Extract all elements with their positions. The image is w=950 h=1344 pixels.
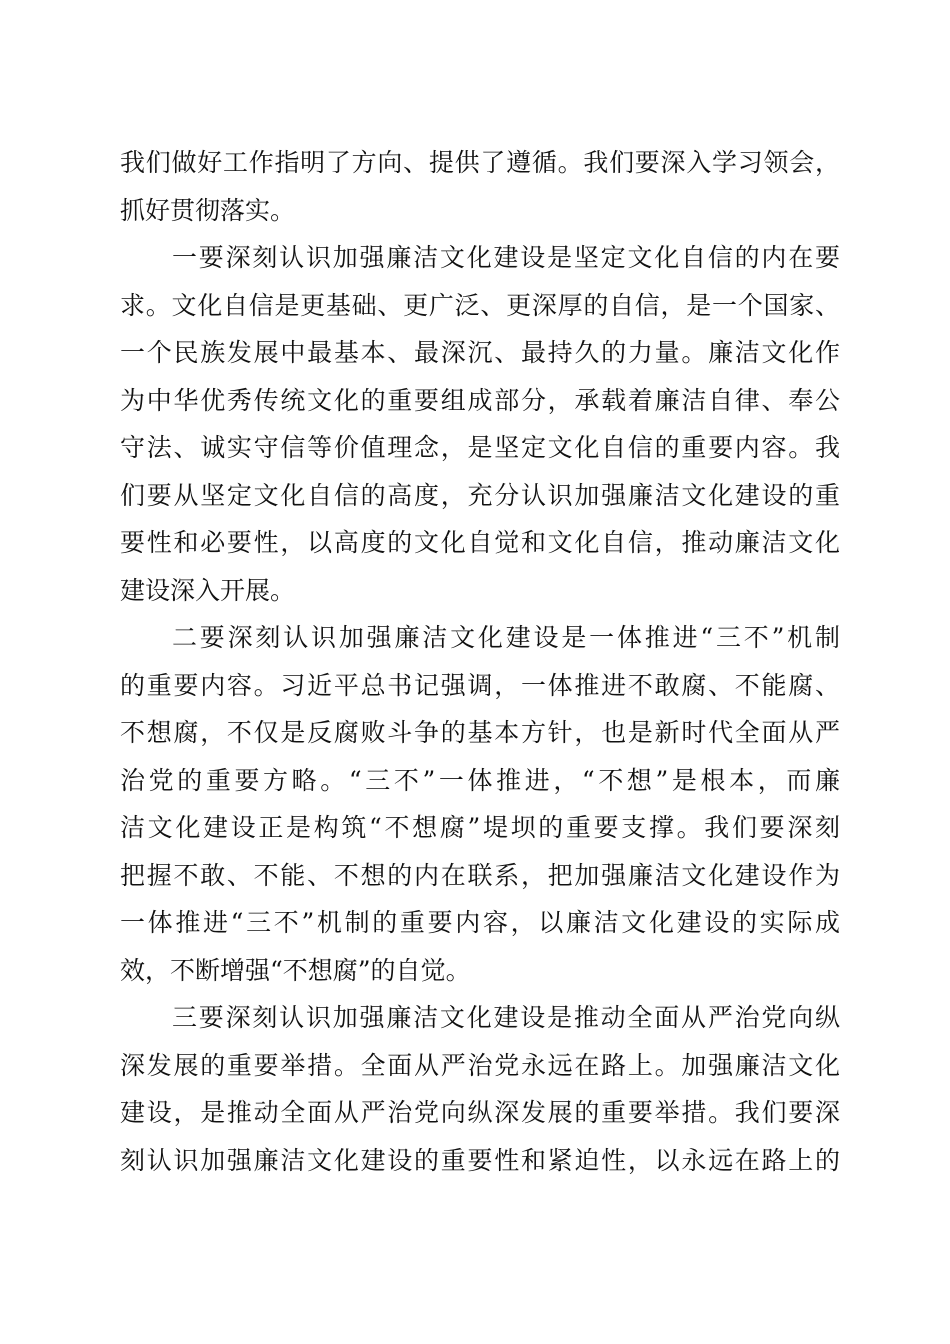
text-line: 刻认识加强廉洁文化建设的重要性和紧迫性，以永远在路上的 — [120, 1145, 840, 1175]
text-line: 求。文化自信是更基础、更广泛、更深厚的自信，是一个国家、 — [120, 290, 840, 320]
paragraph-first-line: 一要深刻认识加强廉洁文化建设是坚定文化自信的内在要 — [172, 243, 840, 272]
text-line: 治党的重要方略。“三不”一体推进，“不想”是根本，而廉 — [120, 765, 840, 795]
text-line: 把握不敢、不能、不想的内在联系，把加强廉洁文化建设作为 — [120, 860, 840, 890]
text-line: 深发展的重要举措。全面从严治党永远在路上。加强廉洁文化 — [120, 1050, 840, 1080]
text-line: 的重要内容。习近平总书记强调，一体推进不敢腐、不能腐、 — [120, 670, 840, 700]
text-line: 抓好贯彻落实。 — [120, 195, 296, 225]
text-line: 们要从坚定文化自信的高度，充分认识加强廉洁文化建设的重 — [120, 480, 840, 510]
text-line: 效，不断增强“不想腐”的自觉。 — [120, 955, 471, 985]
text-line: 不想腐，不仅是反腐败斗争的基本方针，也是新时代全面从严 — [120, 718, 840, 747]
text-line: 洁文化建设正是构筑“不想腐”堤坝的重要支撑。我们要深刻 — [120, 813, 840, 842]
paragraph-first-line: 三要深刻认识加强廉洁文化建设是推动全面从严治党向纵 — [172, 1003, 840, 1032]
text-line: 要性和必要性，以高度的文化自觉和文化自信，推动廉洁文化 — [120, 528, 840, 557]
text-line: 为中华优秀传统文化的重要组成部分，承载着廉洁自律、奉公 — [120, 385, 840, 415]
paragraph-first-line: 二要深刻认识加强廉洁文化建设是一体推进“三不”机制 — [172, 623, 840, 652]
text-line: 建设深入开展。 — [120, 575, 296, 605]
text-line: 一体推进“三不”机制的重要内容，以廉洁文化建设的实际成 — [120, 908, 840, 937]
text-line: 建设，是推动全面从严治党向纵深发展的重要举措。我们要深 — [120, 1098, 840, 1127]
text-line: 一个民族发展中最基本、最深沉、最持久的力量。廉洁文化作 — [120, 338, 840, 367]
document-body — [120, 139, 840, 1184]
text-line: 守法、诚实守信等价值理念，是坚定文化自信的重要内容。我 — [120, 433, 840, 462]
text-line: 我们做好工作指明了方向、提供了遵循。我们要深入学习领会， — [120, 148, 840, 177]
